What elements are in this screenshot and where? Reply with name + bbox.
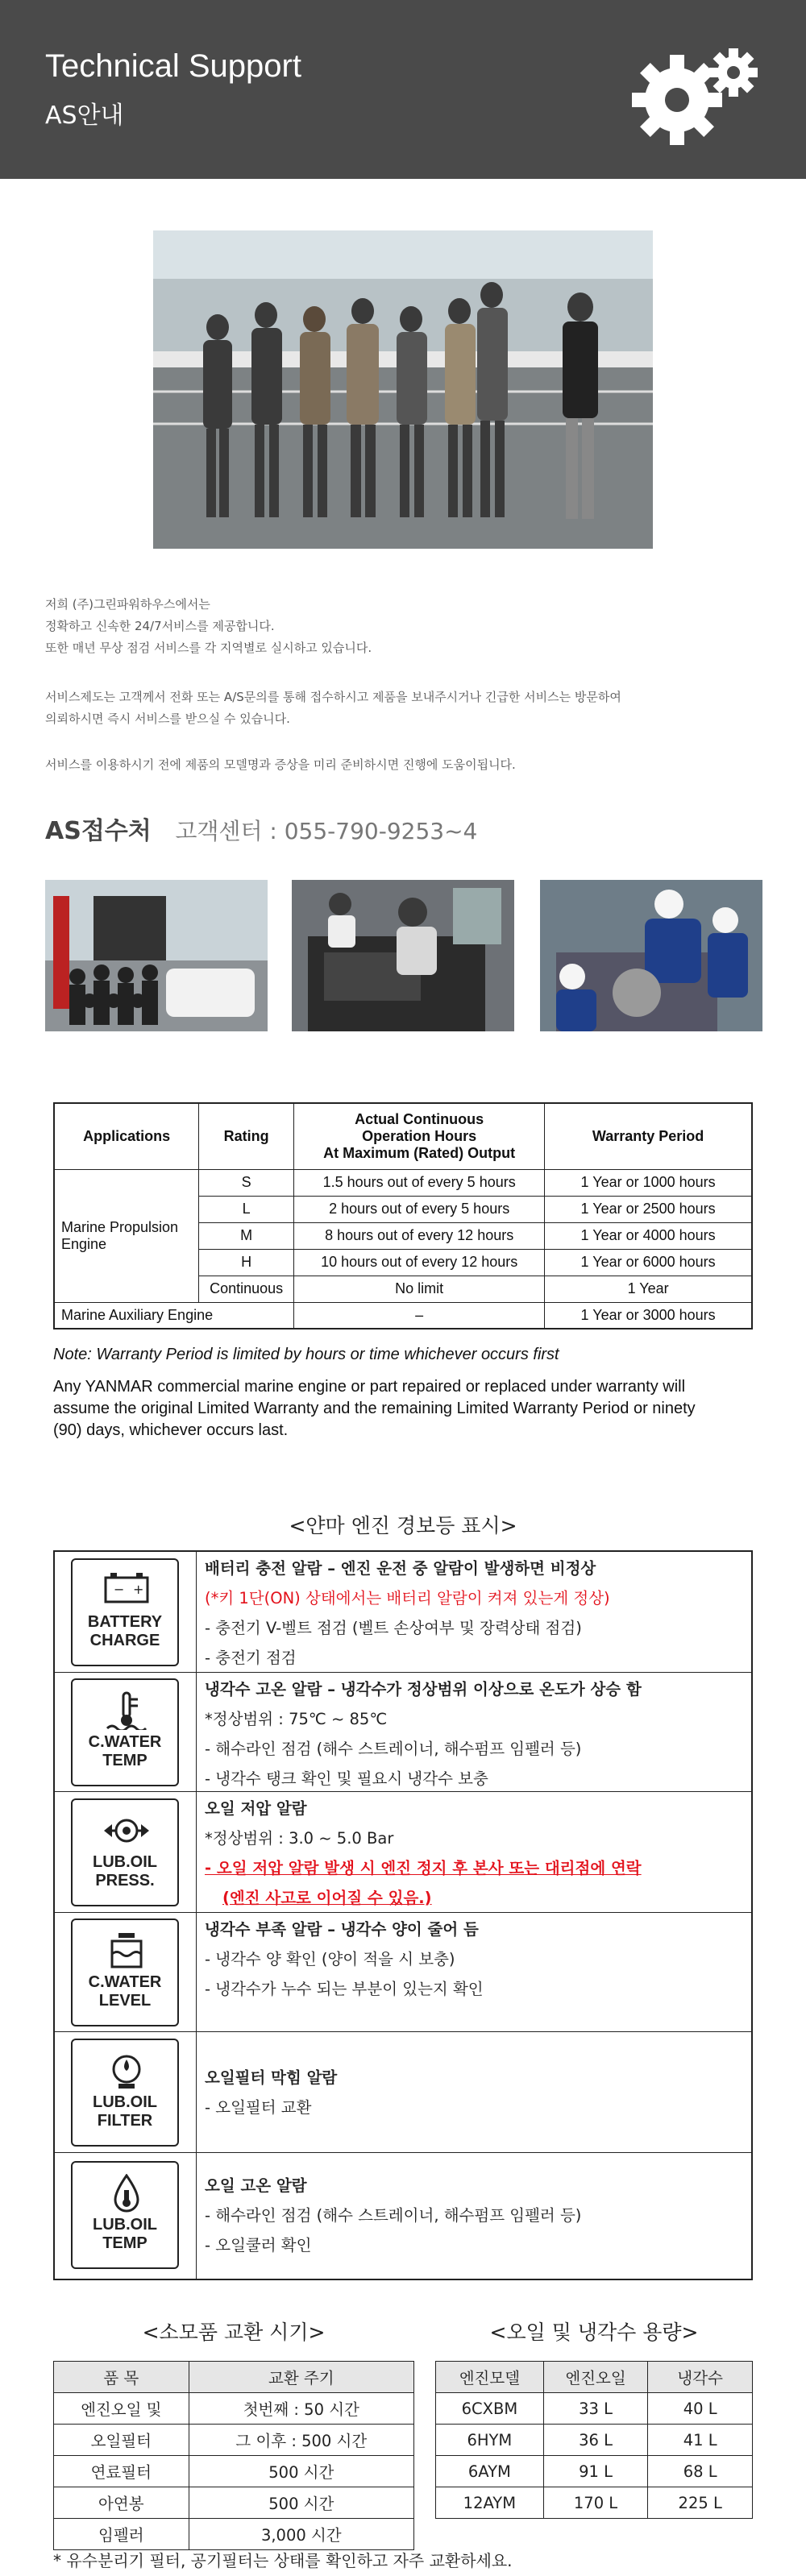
icon-label: TEMP [102,1752,147,1769]
item-cell: 연료필터 [54,2456,189,2487]
warning-line: - 냉각수가 누수 되는 부분이 있는지 확인 [205,1980,484,1998]
warning-critical-note: - 오일 저압 알람 발생 시 엔진 정지 후 본사 또는 대리점에 연락 [205,1859,642,1877]
column-header: 교환 주기 [189,2362,413,2393]
capacity-header-row [436,2362,753,2393]
item-cell: 임펠러 [54,2519,189,2550]
warning-row-coolant-level [55,1913,751,2032]
warning-text [205,1674,642,1794]
warning-line: - 냉각수 탱크 확인 및 필요시 냉각수 보충 [205,1769,488,1788]
intro-line: 정확하고 신속한 24/7서비스를 제공합니다. [45,619,275,633]
warning-heading: 오일 저압 알람 [205,1799,307,1818]
interval-cell: 500 시간 [189,2456,413,2487]
rating-cell: S [199,1169,294,1196]
warning-icon-cell [55,1673,197,1791]
warning-text [205,2171,581,2260]
icon-label: CHARGE [89,1632,160,1649]
model-cell: 6HYM [436,2425,544,2456]
table-row [54,2425,414,2456]
icon-label: PRESS. [95,1872,155,1889]
warning-text [205,1794,642,1913]
coolant-cell: 225 L [648,2487,753,2519]
warning-row-oil-pressure [55,1792,751,1913]
icon-label: FILTER [97,2112,153,2130]
warning-range: *정상범위 : 75℃ ~ 85℃ [205,1710,388,1728]
icon-label: LEVEL [98,1992,152,2010]
warning-lamps-title: <얀마 엔진 경보등 표시> [289,1514,517,1537]
warning-line: - 해수라인 점검 (해수 스트레이너, 해수펌프 임펠러 등) [205,2206,582,2225]
intro-paragraph-3 [45,754,771,776]
consumables-header-row [54,2362,414,2393]
rating-cell: M [199,1222,294,1249]
warning-line: - 충전기 V-벨트 점검 (벨트 손상여부 및 장력상태 점검) [205,1619,582,1637]
icon-label: C.WATER [88,1733,162,1751]
hours-header-line: At Maximum (Rated) Output [323,1144,516,1161]
warranty-description-line: (90) days, whichever occurs last. [53,1421,289,1439]
warning-icon-cell [55,2032,197,2152]
column-header: 엔진오일 [543,2362,648,2393]
interval-cell: 3,000 시간 [189,2519,413,2550]
rating-header: Rating [199,1103,294,1169]
warranty-note: Note: Warranty Period is limited by hours or time whichever occurs first [53,1346,559,1363]
warranty-description-line: assume the original Limited Warranty and the remaining Limited Warranty Period or ninety [53,1400,696,1417]
rating-cell: H [199,1249,294,1276]
item-cell: 아연봉 [54,2487,189,2519]
table-row [54,2456,414,2487]
consumables-table [53,2361,414,2550]
coolant-cell: 68 L [648,2456,753,2487]
hours-cell: – [294,1302,545,1329]
warning-line: - 해수라인 점검 (해수 스트레이너, 해수펌프 임펠러 등) [205,1740,582,1758]
table-row [54,2519,414,2550]
item-cell: 오일필터 [54,2425,189,2456]
intro-line: 의뢰하시면 즉시 서비스를 받으실 수 있습니다. [45,711,290,726]
period-cell: 1 Year or 1000 hours [545,1169,752,1196]
period-cell: 1 Year or 4000 hours [545,1222,752,1249]
warning-critical-note: (엔진 사고로 이어질 수 있음.) [222,1889,432,1907]
applications-header: Applications [54,1103,199,1169]
interval-cell: 그 이후 : 500 시간 [189,2425,413,2456]
intro-line: 서비스를 이용하시기 전에 제품의 모델명과 증상을 미리 준비하시면 진행에 도움이됩니다. [45,757,516,772]
warning-range: *정상범위 : 3.0 ~ 5.0 Bar [205,1829,394,1848]
oil-filter-icon [71,2039,179,2147]
warning-icon-cell [55,1792,197,1912]
intro-paragraph-2 [45,687,771,730]
intro-line: 서비스제도는 고객께서 전화 또는 A/S문의를 통해 접수하시고 제품을 보내주시거나 긴급한 서비스는 방문하여 [45,690,621,704]
period-cell: 1 Year or 3000 hours [545,1302,752,1329]
warning-line: - 오일필터 교환 [205,2098,312,2117]
oil-cell: 36 L [543,2425,648,2456]
interval-cell: 500 시간 [189,2487,413,2519]
column-header: 품 목 [54,2362,189,2393]
hours-cell: 8 hours out of every 12 hours [294,1222,545,1249]
icon-label: LUB.OIL [93,2216,157,2234]
propulsion-engine-cell [54,1169,199,1302]
warning-row-battery [55,1552,751,1673]
capacity-table [435,2361,753,2519]
warning-line: - 오일쿨러 확인 [205,2236,312,2255]
hours-cell: 2 hours out of every 5 hours [294,1196,545,1222]
warning-heading: 배터리 충전 알람 – 엔진 운전 중 알람이 발생하면 비정상 [205,1559,596,1578]
warning-icon-cell [55,1552,197,1672]
propulsion-label: Marine Propulsion [61,1218,179,1235]
intro-line: 저희 (주)그린파워하우스에서는 [45,597,210,612]
item-cell: 엔진오일 및 [54,2393,189,2425]
page-subtitle: AS안내 [45,102,124,130]
hours-header [294,1103,545,1169]
propulsion-label: Engine [61,1235,107,1252]
service-photo-3 [540,880,762,1031]
warranty-table [53,1102,753,1329]
warning-row-oil-filter [55,2032,751,2153]
period-header: Warranty Period [545,1103,752,1169]
warning-text [205,2063,337,2122]
oil-pressure-icon [71,1798,179,1906]
warning-row-oil-temp [55,2153,751,2279]
service-team-photo [153,230,653,549]
table-row [54,2487,414,2519]
page-header [0,0,806,179]
rating-cell: Continuous [199,1276,294,1302]
hours-header-line: Operation Hours [362,1127,477,1144]
warning-row-coolant-temp [55,1673,751,1792]
warning-text [205,1914,484,2004]
table-row [54,1302,752,1329]
intro-paragraph-1 [45,594,771,659]
hours-header-line: Actual Continuous [355,1110,484,1127]
hours-cell: 10 hours out of every 12 hours [294,1249,545,1276]
as-center-label: AS접수처 [45,817,152,845]
hours-cell: No limit [294,1276,545,1302]
model-cell: 12AYM [436,2487,544,2519]
filter-footnote: * 유수분리기 필터, 공기필터는 상태를 확인하고 자주 교환하세요. [53,2551,513,2570]
warning-icon-cell [55,2153,197,2279]
service-photo-2 [292,880,514,1031]
warning-heading: 오일 고온 알람 [205,2176,307,2195]
warning-line: - 냉각수 양 확인 (양이 적을 시 보충) [205,1950,455,1968]
icon-label: LUB.OIL [93,1853,157,1871]
coolant-temp-icon [71,1678,179,1786]
coolant-cell: 40 L [648,2393,753,2425]
interval-cell: 첫번째 : 50 시간 [189,2393,413,2425]
warning-lamps-table [53,1550,753,2280]
customer-center-phone: 고객센터 : 055-790-9253~4 [175,818,478,844]
icon-label: BATTERY [87,1613,163,1631]
table-row [436,2456,753,2487]
warranty-description [53,1376,762,1441]
warranty-header-row [54,1103,752,1169]
hours-cell: 1.5 hours out of every 5 hours [294,1169,545,1196]
table-row [54,1169,752,1196]
table-row [54,2393,414,2425]
warning-line: - 충전기 점검 [205,1649,297,1667]
warning-heading: 냉각수 부족 알람 – 냉각수 양이 줄어 듬 [205,1920,479,1939]
oil-cell: 91 L [543,2456,648,2487]
coolant-cell: 41 L [648,2425,753,2456]
capacity-title: <오일 및 냉각수 용량> [489,2321,699,2344]
oil-temp-icon [71,2161,179,2269]
warning-heading: 오일필터 막힘 알람 [205,2068,338,2087]
period-cell: 1 Year [545,1276,752,1302]
rating-cell: L [199,1196,294,1222]
period-cell: 1 Year or 6000 hours [545,1249,752,1276]
oil-cell: 170 L [543,2487,648,2519]
gears-icon [621,45,766,150]
period-cell: 1 Year or 2500 hours [545,1196,752,1222]
svg-text:+: + [133,1582,144,1597]
coolant-level-icon [71,1919,179,2026]
service-photo-1 [45,880,268,1031]
column-header: 냉각수 [648,2362,753,2393]
model-cell: 6CXBM [436,2393,544,2425]
model-cell: 6AYM [436,2456,544,2487]
warning-text [205,1553,610,1673]
column-header: 엔진모델 [436,2362,544,2393]
oil-cell: 33 L [543,2393,648,2425]
warning-heading: 냉각수 고온 알람 – 냉각수가 정상범위 이상으로 온도가 상승 함 [205,1680,642,1699]
warning-note-red: (*키 1단(ON) 상태에서는 배터리 알람이 켜져 있는게 정상) [205,1589,610,1607]
svg-text:−: − [114,1582,125,1597]
warning-icon-cell [55,1913,197,2031]
icon-label: C.WATER [88,1973,162,1991]
warranty-description-line: Any YANMAR commercial marine engine or part repaired or replaced under warranty will [53,1378,686,1396]
table-row [436,2393,753,2425]
battery-icon [71,1558,179,1666]
table-row [436,2425,753,2456]
icon-label: LUB.OIL [93,2093,157,2111]
auxiliary-engine-cell: Marine Auxiliary Engine [54,1302,294,1329]
intro-line: 또한 매년 무상 점검 서비스를 각 지역별로 실시하고 있습니다. [45,641,372,655]
table-row [436,2487,753,2519]
icon-label: TEMP [102,2234,147,2252]
consumables-title: <소모품 교환 시기> [142,2321,326,2344]
page-title: Technical Support [45,48,301,84]
as-center-heading [45,811,477,846]
